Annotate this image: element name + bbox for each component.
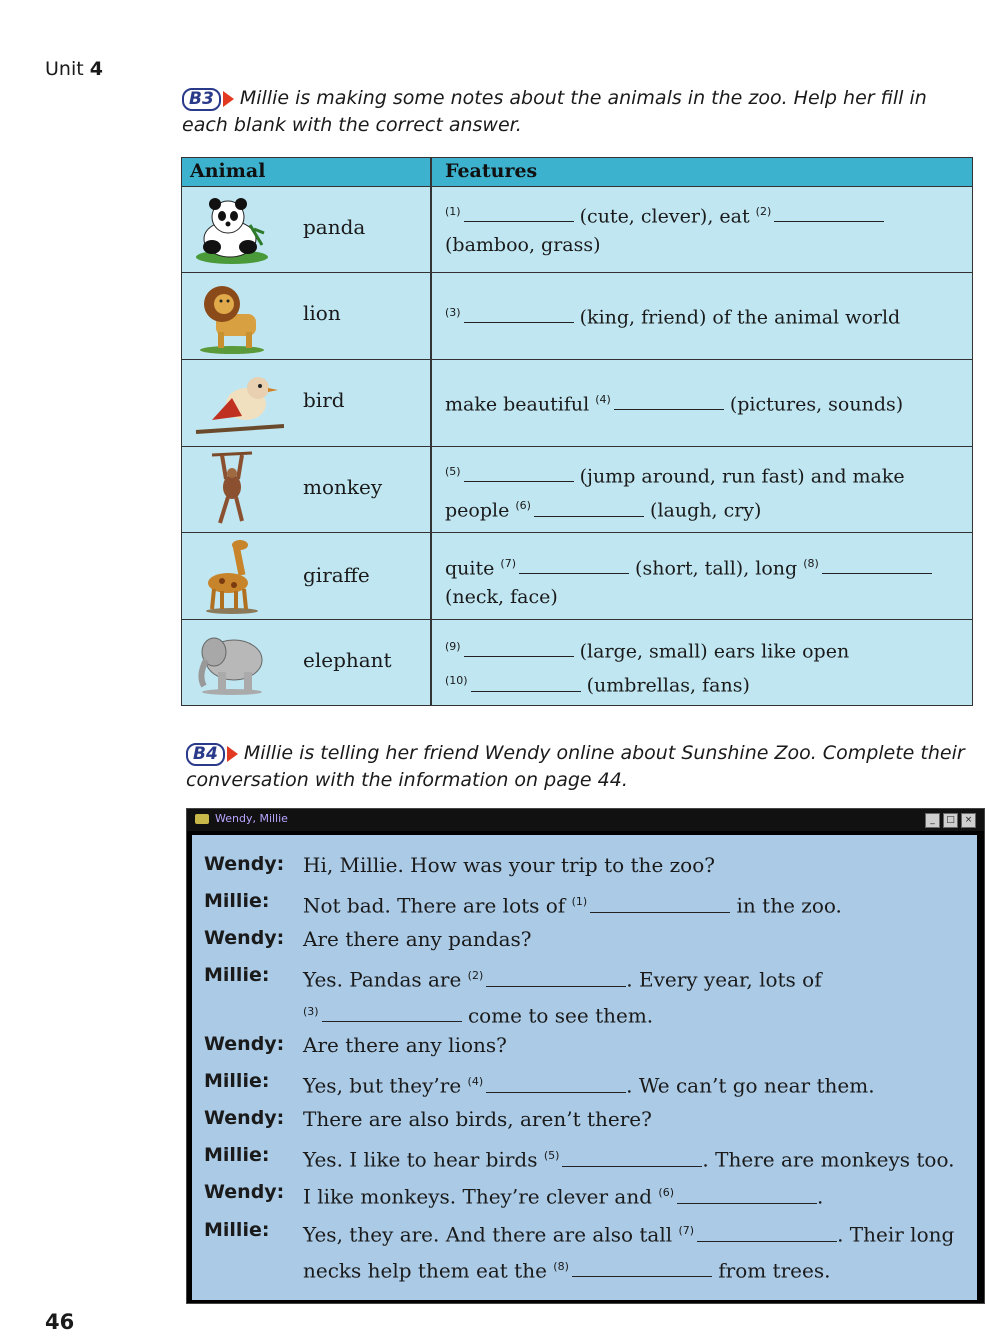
speaker: Millie: (204, 890, 270, 912)
conversation (192, 835, 977, 1300)
b3-instruction (182, 85, 962, 139)
play-arrow-icon (227, 746, 238, 762)
utterance: Are there any lions? (303, 1033, 507, 1057)
speaker: Millie: (204, 964, 270, 986)
unit-text: Unit (45, 58, 84, 80)
table-row (182, 360, 972, 447)
blank-field[interactable] (677, 1185, 817, 1204)
lion-icon (192, 278, 272, 354)
speaker: Millie: (204, 1144, 270, 1166)
table-row (182, 447, 972, 533)
utterance: Yes, they are. And there are also tall $^{(7)}$ . Their long necks help them eat the $^{(8)}$ from trees. (303, 1222, 955, 1283)
features-text: $^{(5)}$ (jump around, run fast) and make people $^{(6)}$ (laugh, cry) (445, 465, 905, 522)
panda-icon (192, 195, 272, 265)
features-text: $^{(9)}$ (large, small) ears like open $^{(10)}$ (umbrellas, fans) (445, 640, 850, 697)
speaker: Millie: (204, 1219, 270, 1241)
speaker: Wendy: (204, 927, 285, 949)
features-text: quite $^{(7)}$ (short, tall), long $^{(8)}$ (neck, face) (445, 549, 965, 612)
table-row (182, 273, 972, 360)
window-title: Wendy, Millie (215, 812, 288, 825)
speaker: Wendy: (204, 1033, 285, 1055)
page-number: 46 (45, 1310, 75, 1334)
blank-field[interactable] (590, 894, 730, 913)
speaker: Wendy: (204, 1181, 285, 1203)
blank-field[interactable] (471, 673, 581, 692)
utterance: I like monkeys. They’re clever and $^{(6)}$ . (303, 1184, 824, 1209)
speaker: Millie: (204, 1070, 270, 1092)
utterance: Not bad. There are lots of $^{(1)}$ in the zoo. (303, 893, 842, 918)
blank-field[interactable] (464, 463, 574, 482)
blank-field[interactable] (562, 1148, 702, 1167)
animal-name: elephant (303, 648, 392, 672)
close-button[interactable]: × (961, 813, 976, 828)
chat-window (186, 808, 985, 1304)
blank-field[interactable] (464, 304, 574, 323)
animal-name: bird (303, 388, 345, 412)
blank-field[interactable] (464, 638, 574, 657)
animal-name: panda (303, 215, 366, 239)
animal-name: monkey (303, 475, 383, 499)
utterance: Yes. Pandas are $^{(2)}$ . Every year, lots of $^{(3)}$ come to see them. (303, 967, 822, 1028)
blank-field[interactable] (519, 555, 629, 574)
header-animal: Animal (190, 160, 266, 182)
monkey-icon (192, 449, 272, 529)
elephant-icon (192, 626, 272, 696)
bird-icon (192, 368, 284, 438)
blank-field[interactable] (822, 555, 932, 574)
table-header (182, 158, 972, 187)
utterance: Are there any pandas? (303, 927, 532, 951)
blank-field[interactable] (774, 203, 884, 222)
unit-number: 4 (89, 58, 103, 80)
blank-field[interactable] (534, 498, 644, 517)
blank-field[interactable] (486, 968, 626, 987)
blank-field[interactable] (322, 1003, 462, 1022)
unit-label (45, 58, 103, 80)
b4-badge: B4 (186, 743, 225, 766)
b3-instruction-text: Millie is making some notes about the animals in the zoo. Help her fill in each blank with the correct answer. (182, 87, 927, 136)
animal-features-table (181, 157, 973, 706)
maximize-button[interactable]: □ (943, 813, 958, 828)
header-features: Features (445, 160, 538, 182)
table-row (182, 533, 972, 620)
blank-field[interactable] (614, 391, 724, 410)
blank-field[interactable] (486, 1074, 626, 1093)
table-row (182, 187, 972, 273)
blank-field[interactable] (572, 1258, 712, 1277)
giraffe-icon (192, 535, 272, 615)
b3-badge: B3 (182, 88, 221, 111)
speaker: Wendy: (204, 1107, 285, 1129)
speaker: Wendy: (204, 853, 285, 875)
b4-instruction-text: Millie is telling her friend Wendy online about Sunshine Zoo. Complete their conversation with the information on page 44. (186, 742, 965, 791)
utterance: Yes. I like to hear birds $^{(5)}$ . There are monkeys too. (303, 1147, 955, 1172)
blank-field[interactable] (697, 1223, 837, 1242)
utterance: Hi, Millie. How was your trip to the zoo? (303, 853, 715, 877)
utterance: There are also birds, aren’t there? (303, 1107, 652, 1131)
blank-field[interactable] (464, 203, 574, 222)
animal-name: lion (303, 301, 341, 325)
window-title-bar[interactable] (187, 809, 984, 831)
utterance: Yes, but they’re $^{(4)}$ . We can’t go near them. (303, 1073, 875, 1098)
features-text: make beautiful $^{(4)}$ (pictures, sounds) (445, 393, 904, 416)
minimize-button[interactable]: _ (925, 813, 940, 828)
features-text: $^{(3)}$ (king, friend) of the animal world (445, 306, 901, 329)
chat-icon (195, 814, 209, 824)
b4-instruction (186, 740, 966, 794)
animal-name: giraffe (303, 563, 370, 587)
play-arrow-icon (223, 91, 234, 107)
features-text: $^{(1)}$ (cute, clever), eat $^{(2)}$ (bamboo, grass) (445, 197, 965, 260)
table-row (182, 620, 972, 704)
